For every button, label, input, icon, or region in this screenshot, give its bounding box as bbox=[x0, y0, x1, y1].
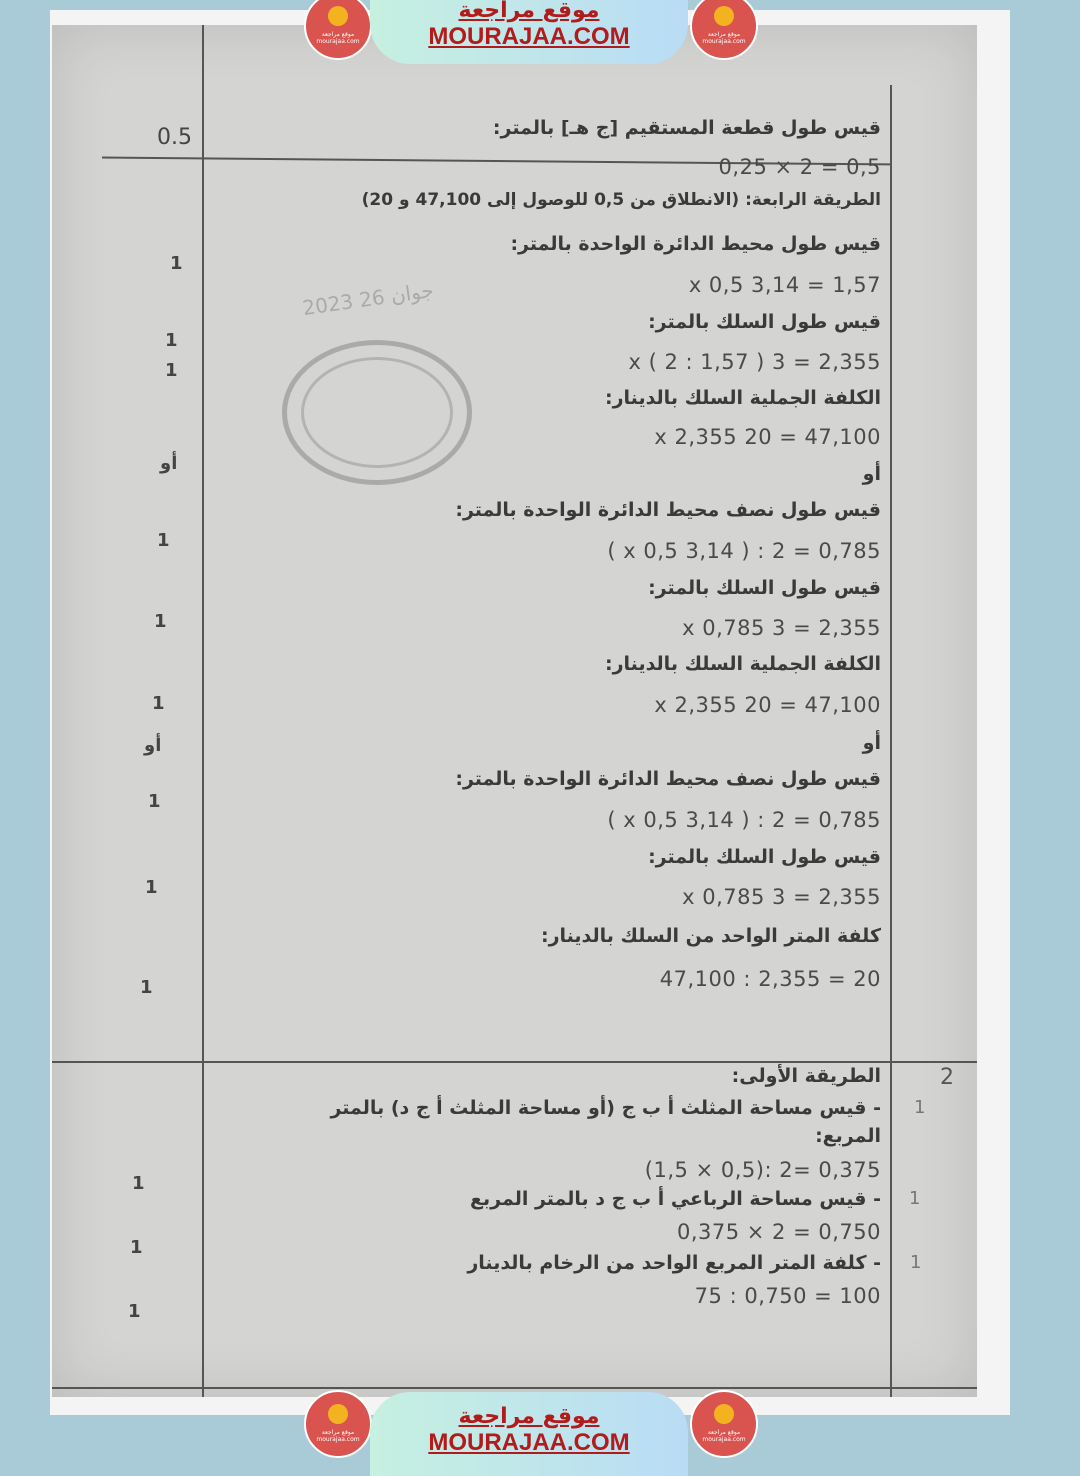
equation-line: 0,785 = 2 : ( 3,14 x 0,5 ) bbox=[607, 808, 881, 832]
right-column-border bbox=[890, 85, 892, 1397]
equation-line: 0,785 = 2 : ( 3,14 x 0,5 ) bbox=[607, 539, 881, 563]
score-mark: 1 bbox=[152, 693, 165, 714]
top-watermark[interactable] bbox=[370, 0, 688, 64]
equation-line: 1,57 = 3,14 x 0,5 bbox=[688, 273, 881, 297]
side-mark: 1 bbox=[909, 1188, 921, 1209]
stamp-date: 2023 جوان 26 bbox=[300, 277, 436, 321]
equation-line: 0,375 =2 :(0,5 × 1,5) bbox=[644, 1158, 881, 1182]
equation-line: 47,100 = 20 x 2,355 bbox=[654, 693, 881, 717]
answer-sheet bbox=[52, 25, 977, 1397]
method-heading: الطريقة الأولى: bbox=[731, 1065, 881, 1087]
bottom-border bbox=[52, 1387, 977, 1389]
solution-line: قيس طول نصف محيط الدائرة الواحدة بالمتر: bbox=[455, 499, 881, 521]
or-separator: أو bbox=[862, 463, 881, 485]
site-logo-icon: موقع مراجعة mourajaa.com bbox=[690, 0, 758, 60]
solution-line: كلفة المتر الواحد من السلك بالدينار: bbox=[540, 925, 881, 947]
score-mark: 1 bbox=[145, 877, 158, 898]
solution-line: الكلفة الجملية السلك بالدينار: bbox=[605, 653, 881, 675]
bottom-watermark[interactable] bbox=[370, 1392, 688, 1476]
score-mark: 1 bbox=[157, 530, 170, 551]
score-mark: 1 bbox=[130, 1237, 143, 1258]
solution-line: قيس طول قطعة المستقيم [ج هـ] بالمتر: bbox=[492, 117, 881, 139]
site-name-latin: MOURAJAA.COM bbox=[428, 1429, 630, 1456]
official-stamp bbox=[282, 340, 472, 485]
score-mark: 1 bbox=[128, 1301, 141, 1322]
solution-line: - قيس مساحة المثلث أ ب ج (أو مساحة المثلث أ ج د) بالمتر bbox=[330, 1097, 881, 1119]
equation-line: 2,355 = 3 x 0,785 bbox=[682, 885, 881, 909]
solution-line: قيس طول السلك بالمتر: bbox=[648, 577, 881, 599]
site-name-arabic: موقع مراجعة bbox=[458, 0, 600, 23]
score-mark: 1 bbox=[148, 791, 161, 812]
solution-line: قيس طول السلك بالمتر: bbox=[648, 846, 881, 868]
score-mark: أو bbox=[160, 453, 178, 474]
top-score: 0.5 bbox=[157, 125, 192, 150]
equation-line: 20 = 2,355 : 47,100 bbox=[659, 967, 881, 991]
solution-line: - كلفة المتر المربع الواحد من الرخام بالدينار bbox=[467, 1252, 881, 1274]
solution-line: قيس طول السلك بالمتر: bbox=[648, 311, 881, 333]
equation-line: 0,5 = 2 × 0,25 bbox=[718, 155, 881, 179]
equation-line: 0,750 = 2 × 0,375 bbox=[676, 1220, 881, 1244]
solution-line: قيس طول نصف محيط الدائرة الواحدة بالمتر: bbox=[455, 768, 881, 790]
score-mark: 1 bbox=[165, 360, 178, 381]
site-logo-icon: موقع مراجعة mourajaa.com bbox=[690, 1390, 758, 1458]
score-mark: أو bbox=[144, 735, 162, 756]
score-mark: 1 bbox=[132, 1173, 145, 1194]
solution-line: المربع: bbox=[815, 1125, 881, 1147]
side-mark: 1 bbox=[914, 1097, 926, 1118]
side-mark: 1 bbox=[910, 1252, 922, 1273]
solution-line: قيس طول محيط الدائرة الواحدة بالمتر: bbox=[510, 233, 881, 255]
left-column-border bbox=[202, 25, 204, 1397]
solution-line: - قيس مساحة الرباعي أ ب ج د بالمتر المربع bbox=[470, 1188, 881, 1210]
equation-line: 100 = 0,750 : 75 bbox=[694, 1284, 881, 1308]
site-logo-icon: موقع مراجعة mourajaa.com bbox=[304, 0, 372, 60]
site-name-latin: MOURAJAA.COM bbox=[428, 23, 630, 50]
site-logo-icon: موقع مراجعة mourajaa.com bbox=[304, 1390, 372, 1458]
score-mark: 1 bbox=[140, 977, 153, 998]
score-mark: 1 bbox=[154, 611, 167, 632]
or-separator: أو bbox=[862, 732, 881, 754]
equation-line: 47,100 = 20 x 2,355 bbox=[654, 425, 881, 449]
method-heading: الطريقة الرابعة: (الانطلاق من 0,5 للوصول إلى 47,100 و 20) bbox=[361, 190, 881, 210]
section-divider bbox=[52, 1061, 977, 1063]
site-name-arabic: موقع مراجعة bbox=[458, 1404, 600, 1429]
exercise-number: 2 bbox=[940, 1065, 954, 1090]
score-mark: 1 bbox=[165, 330, 178, 351]
score-mark: 1 bbox=[170, 253, 183, 274]
equation-line: 2,355 = 3 x ( 2 : 1,57 ) bbox=[628, 350, 881, 374]
solution-line: الكلفة الجملية السلك بالدينار: bbox=[605, 387, 881, 409]
equation-line: 2,355 = 3 x 0,785 bbox=[682, 616, 881, 640]
